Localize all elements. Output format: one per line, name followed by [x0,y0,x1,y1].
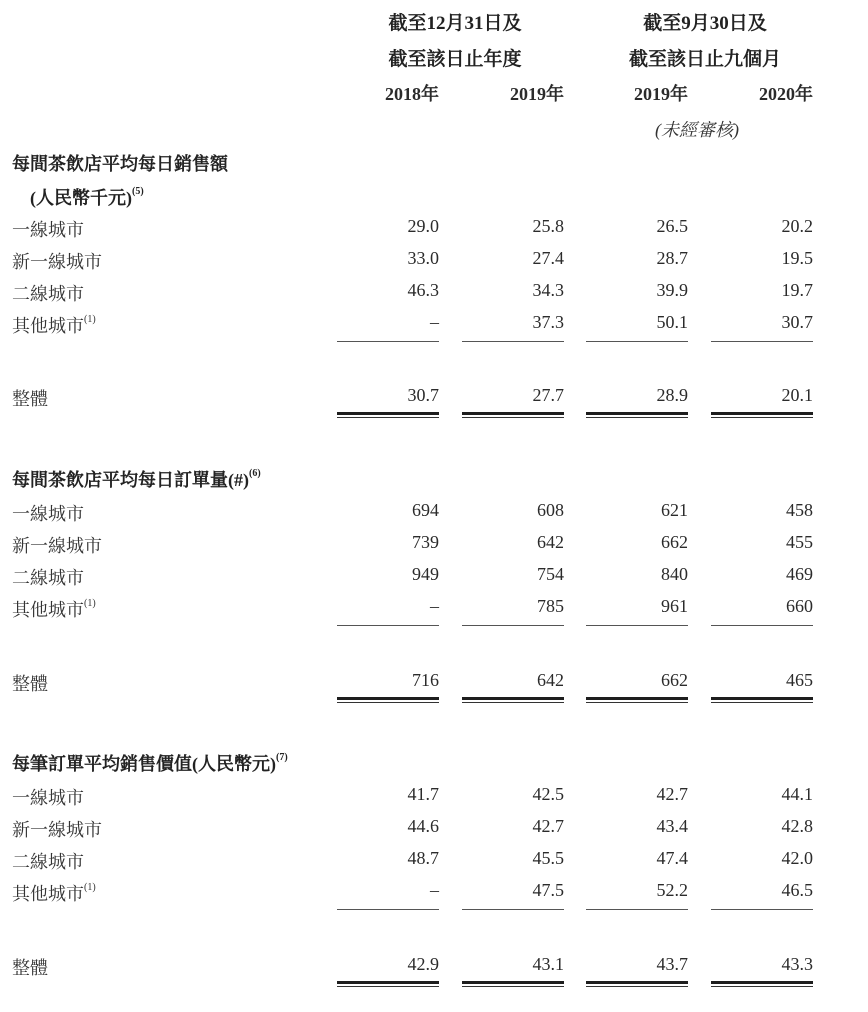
cell: 42.0 [781,848,813,868]
total-cell: 642 [537,670,564,690]
row-label: 二線城市 [12,568,84,588]
row-label: 其他城市$^{(1)}$ [12,598,96,620]
total-double-rule [337,412,439,419]
cell: – [430,596,439,616]
year-header-2019-interim: 2019年 [634,84,688,104]
cell: 29.0 [407,216,439,236]
cell: 662 [661,532,688,552]
cell: 42.7 [656,784,688,804]
total-double-rule [462,412,564,419]
cell: 42.8 [781,816,813,836]
cell: 47.4 [656,848,688,868]
cell: 19.5 [781,248,813,268]
cell: 45.5 [532,848,564,868]
cell: 39.9 [656,280,688,300]
total-double-rule [462,981,564,988]
cell: 48.7 [407,848,439,868]
cell: 20.2 [781,216,813,236]
section-title-daily-orders: 每間茶飲店平均每日訂單量(#)$^{(6)}$ [12,468,261,490]
cell: 19.7 [781,280,813,300]
total-cell: 27.7 [532,385,564,405]
total-double-rule [586,697,688,704]
cell: 43.4 [656,816,688,836]
total-double-rule [337,981,439,988]
row-label: 二線城市 [12,284,84,304]
cell: 621 [661,500,688,520]
cell: 840 [661,564,688,584]
row-label: 一線城市 [12,504,84,524]
subtotal-rule [586,625,688,626]
cell: 694 [412,500,439,520]
cell: 42.5 [532,784,564,804]
cell: 458 [786,500,813,520]
total-double-rule [586,412,688,419]
section-title-avg-order-value: 每筆訂單平均銷售價值(人民幣元)$^{(7)}$ [12,752,288,774]
row-label: 新一線城市 [12,820,102,840]
cell: 27.4 [532,248,564,268]
subtotal-rule [337,909,439,910]
cell: 42.7 [532,816,564,836]
total-double-rule [711,981,813,988]
section-title-daily-sales-unit: (人民幣千元)$^{(5)}$ [30,186,144,208]
cell: 28.7 [656,248,688,268]
cell: 949 [412,564,439,584]
cell: 41.7 [407,784,439,804]
cell: 785 [537,596,564,616]
period-header-annual-line1: 截至12月31日及 [388,13,522,34]
total-double-rule [711,697,813,704]
cell: 33.0 [407,248,439,268]
total-label: 整體 [12,389,48,409]
row-label: 一線城市 [12,220,84,240]
cell: 34.3 [532,280,564,300]
total-cell: 20.1 [781,385,813,405]
subtotal-rule [586,341,688,342]
cell: 50.1 [656,312,688,332]
cell: 642 [537,532,564,552]
cell: 52.2 [656,880,688,900]
cell: 455 [786,532,813,552]
section-title-daily-sales: 每間茶飲店平均每日銷售額 [12,154,228,174]
subtotal-rule [337,341,439,342]
subtotal-rule [711,625,813,626]
total-double-rule [711,412,813,419]
total-cell: 662 [661,670,688,690]
cell: 660 [786,596,813,616]
total-cell: 42.9 [407,954,439,974]
total-double-rule [337,697,439,704]
cell: – [430,880,439,900]
subtotal-rule [462,341,564,342]
subtotal-rule [711,341,813,342]
total-cell: 716 [412,670,439,690]
subtotal-rule [586,909,688,910]
subtotal-rule [711,909,813,910]
total-cell: 465 [786,670,813,690]
subtotal-rule [462,625,564,626]
total-cell: 43.3 [781,954,813,974]
cell: 46.3 [407,280,439,300]
cell: 47.5 [532,880,564,900]
cell: 469 [786,564,813,584]
total-cell: 28.9 [656,385,688,405]
cell: 26.5 [656,216,688,236]
subtotal-rule [462,909,564,910]
cell: 739 [412,532,439,552]
cell: 30.7 [781,312,813,332]
row-label: 其他城市$^{(1)}$ [12,314,96,336]
unaudited-note: (未經審核) [655,120,739,140]
year-header-2019-annual: 2019年 [510,84,564,104]
cell: 608 [537,500,564,520]
row-label: 二線城市 [12,852,84,872]
total-cell: 43.7 [656,954,688,974]
cell: 961 [661,596,688,616]
total-cell: 30.7 [407,385,439,405]
cell: – [430,312,439,332]
row-label: 新一線城市 [12,252,102,272]
total-double-rule [462,697,564,704]
total-double-rule [586,981,688,988]
cell: 46.5 [781,880,813,900]
period-header-interim-line1: 截至9月30日及 [643,13,767,34]
cell: 754 [537,564,564,584]
cell: 25.8 [532,216,564,236]
row-label: 新一線城市 [12,536,102,556]
row-label: 其他城市$^{(1)}$ [12,882,96,904]
cell: 44.1 [781,784,813,804]
cell: 44.6 [407,816,439,836]
total-label: 整體 [12,958,48,978]
cell: 37.3 [532,312,564,332]
total-label: 整體 [12,674,48,694]
subtotal-rule [337,625,439,626]
row-label: 一線城市 [12,788,84,808]
total-cell: 43.1 [532,954,564,974]
year-header-2020: 2020年 [759,84,813,104]
period-header-interim-line2: 截至該日止九個月 [628,49,781,70]
year-header-2018: 2018年 [385,84,439,104]
period-header-annual-line2: 截至該日止年度 [388,49,522,70]
